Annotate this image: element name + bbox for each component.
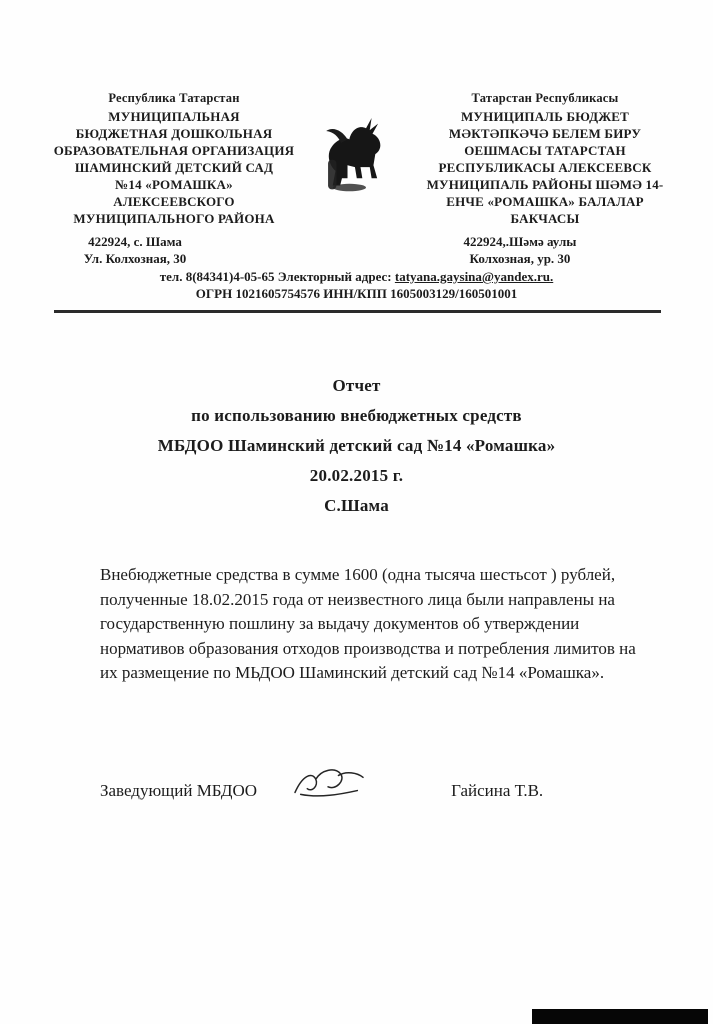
- address-line: Ул. Колхозная, 30: [83, 251, 187, 266]
- region-tt: Татарстан Республикасы: [471, 91, 619, 105]
- org-line: БАКЧАСЫ: [510, 211, 580, 226]
- signature-title: Заведующий МБДОО: [100, 780, 258, 800]
- signature-row: [100, 766, 713, 801]
- org-line: РЕСПУБЛИКАСЫ АЛЕКСЕЕВСК: [438, 160, 652, 175]
- address-line: Колхозная, ур. 30: [469, 251, 571, 266]
- org-line: АЛЕКСЕЕВСКОГО: [113, 194, 235, 209]
- org-line: ОБРАЗОВАТЕЛЬНАЯ ОРГАНИЗАЦИЯ: [53, 143, 295, 158]
- report-place: С.Шама: [324, 496, 389, 515]
- org-name-tatar: [397, 90, 693, 227]
- report-body-paragraph: Внебюджетные средства в сумме 1600 (одна тысяча шестьсот ) рублей, полученные 18.02.2015 года от неизвестного лица были направлены на государственную пошлину за выдачу документов об утверждении нормативов образования отходов производства и потребления лимитов на их размещение по МЬДОО Шаминский детский сад №14 «Ромашка».: [100, 565, 636, 682]
- org-line: МУНИЦИПАЛЬ РАЙОНЫ ШӘМӘ 14-: [426, 177, 664, 192]
- registration-line: ОГРН 1021605754576 ИНН/КПП 1605003129/160501001: [195, 286, 518, 301]
- region-ru: Республика Татарстан: [108, 91, 240, 105]
- org-line: ШАМИНСКИЙ ДЕТСКИЙ САД: [74, 160, 274, 175]
- org-line: МУНИЦИПАЛЬ БЮДЖЕТ: [460, 109, 630, 124]
- report-subtitle: по использованию внебюджетных средств: [191, 406, 522, 425]
- signature-scribble-icon: [291, 766, 367, 805]
- report-date: 20.02.2015 г.: [309, 466, 404, 485]
- signature-name: Гайсина Т.В.: [451, 780, 544, 800]
- address-russian: [0, 233, 270, 267]
- org-line: ОЕШМАСЫ ТАТАРСТАН: [464, 143, 626, 158]
- scan-artifact: [532, 1009, 708, 1024]
- org-line: №14 «РОМАШКА»: [115, 177, 233, 192]
- address-tatar: [380, 233, 660, 267]
- org-line: БЮДЖЕТНАЯ ДОШКОЛЬНАЯ: [75, 126, 273, 141]
- phone-email-line: [0, 268, 713, 285]
- letterhead: [0, 0, 713, 227]
- tatarstan-coat-of-arms-icon: [319, 106, 389, 199]
- report-title: Отчет: [332, 376, 381, 395]
- divider-rule: [54, 310, 661, 313]
- address-row: [0, 227, 713, 267]
- org-line: МӘКТӘПКӘЧӘ БЕЛЕМ БИРУ: [448, 126, 642, 141]
- org-line: ЕНЧЕ «РОМАШКА» БАЛАЛАР: [446, 194, 644, 209]
- address-line: 422924,.Шәмә аулы: [463, 234, 577, 249]
- org-line: МУНИЦИПАЛЬНАЯ: [108, 109, 240, 124]
- org-name-russian: [38, 90, 310, 227]
- report-organization: МБДОО Шаминский детский сад №14 «Ромашка»: [157, 436, 556, 455]
- title-block: [0, 371, 713, 521]
- phone-label: тел. 8(84341)4-05-65 Электорный адрес:: [159, 269, 395, 284]
- org-line: МУНИЦИПАЛЬНОГО РАЙОНА: [73, 211, 275, 226]
- email-address: tatyana.gaysina@yandex.ru.: [394, 269, 554, 284]
- address-line: 422924, с. Шама: [88, 234, 182, 249]
